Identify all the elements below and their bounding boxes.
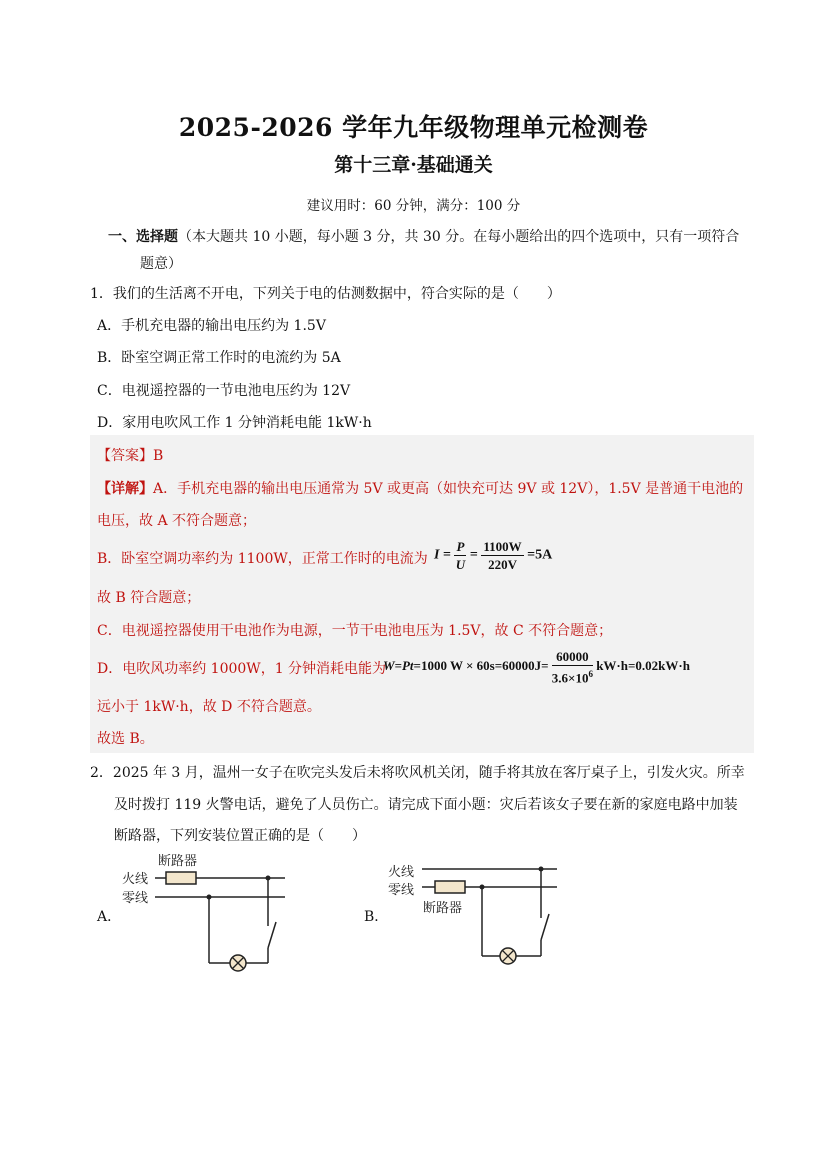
formula-b-frac1 <box>454 538 466 573</box>
question-1-stem: 1．我们的生活离不开电，下列关于电的估测数据中，符合实际的是（ ） <box>90 286 561 302</box>
detail-a-line1 <box>97 478 743 498</box>
question-2-stem-line3: 断路器，下列安装位置正确的是（ ） <box>114 828 366 844</box>
section-heading <box>108 226 739 246</box>
question-1-option-d: D．家用电吹风工作 1 分钟消耗电能 1kW·h <box>97 415 372 431</box>
diagram-a-breaker <box>166 872 196 884</box>
formula-b-lhs: I <box>434 547 440 563</box>
section-title: 一、选择题 <box>108 229 178 245</box>
question-2-option-b-label: B． <box>364 909 389 925</box>
diagram-a-breaker-label: 断路器 <box>158 854 198 869</box>
formula-b-frac1-num: P <box>456 539 465 554</box>
detail-d-line2: 远小于 1kW·h，故 D 不符合题意。 <box>97 699 321 715</box>
chapter-subtitle: 第十三章·基础通关 <box>334 154 493 176</box>
diagram-a-live-label: 火线 <box>122 872 149 887</box>
detail-tag: 【详解】 <box>97 481 153 497</box>
detail-d-formula: W=Pt=1000 W × 60s=60000J= $\frac{60000}{3.6\times 10^6}$ kW·h=0.02kW·h <box>383 649 690 686</box>
detail-a-line2: 电压，故 A 不符合题意； <box>97 513 257 529</box>
question-2-stem-line2: 及时拨打 119 火警电话，避免了人员伤亡。请完成下面小题：灾后若该女子要在新的家庭电路中加装 <box>114 797 738 813</box>
question-1-answer: 【答案】B <box>97 448 164 464</box>
detail-d-prefix: D．电吹风功率约 1000W，1 分钟消耗电能为 <box>97 661 387 677</box>
diagram-a-neutral-label: 零线 <box>122 891 149 906</box>
detail-b-conclusion: 故 B 符合题意； <box>97 590 201 606</box>
formula-b-frac2-num: 1100W <box>483 539 522 554</box>
question-1-option-b: B．卧室空调正常工作时的电流约为 5A <box>97 350 341 366</box>
question-1-option-c: C．电视遥控器的一节电池电压约为 12V <box>97 383 351 399</box>
question-2-option-a-label: A． <box>97 909 122 925</box>
detail-b-prefix: B．卧室空调功率约为 1100W，正常工作时的电流为 <box>97 551 428 567</box>
formula-b-result: 5A <box>535 547 553 563</box>
detail-b-line <box>97 548 428 568</box>
diagram-b-breaker <box>435 881 465 893</box>
diagram-b-breaker-label: 断路器 <box>423 901 463 916</box>
formula-d-result: kW·h=0.02kW·h <box>596 658 690 674</box>
formula-d-mid: Pt <box>401 658 414 674</box>
formula-d-frac-num: 60000 <box>552 648 593 666</box>
formula-b-frac2-den: 220V <box>488 557 517 572</box>
formula-d-frac-den: 3.6×10 <box>551 670 589 686</box>
formula-d-lhs: W <box>383 658 395 674</box>
formula-d-calc: 1000 W × 60s=60000J= <box>420 658 549 674</box>
formula-b-eq2: = <box>469 547 478 563</box>
circuit-diagram-a <box>110 848 300 978</box>
detail-a-text: A．手机充电器的输出电压通常为 5V 或更高（如快充可达 9V 或 12V），1.5V 是普通干电池的 <box>153 481 744 497</box>
detail-c: C．电视遥控器使用干电池作为电源，一节干电池电压为 1.5V，故 C 不符合题意； <box>97 623 613 639</box>
diagram-a-switch <box>268 922 276 948</box>
formula-b-frac1-den: U <box>455 557 466 572</box>
diagram-b-live-label: 火线 <box>388 865 415 880</box>
diagram-b-switch <box>541 914 549 940</box>
section-desc-line2: 题意） <box>140 256 182 272</box>
circuit-diagram-b <box>385 852 575 982</box>
question-2-stem-line1: 2．2025 年 3 月，温州一女子在吹完头发后未将吹风机关闭，随手将其放在客厅桌子上，引发火灾。所幸 <box>90 765 745 781</box>
final-answer: 故选 B。 <box>97 731 154 747</box>
diagram-b-neutral-label: 零线 <box>388 883 415 898</box>
time-info: 建议用时：60 分钟，满分：100 分 <box>306 198 521 214</box>
formula-d-frac <box>552 648 593 686</box>
formula-b-frac2 <box>481 538 523 573</box>
question-1-option-a: A．手机充电器的输出电压约为 1.5V <box>97 318 326 334</box>
page-title: 2025-2026 学年九年级物理单元检测卷 <box>178 113 649 142</box>
section-desc-line1: （本大题共 10 小题，每小题 3 分，共 30 分。在每小题给出的四个选项中，只有一项符合 <box>178 229 740 245</box>
formula-b-eq1: = <box>442 547 451 563</box>
formula-d-frac-exp: 6 <box>588 669 593 679</box>
formula-b-eq3: = <box>527 547 536 563</box>
detail-b-formula <box>434 538 552 573</box>
